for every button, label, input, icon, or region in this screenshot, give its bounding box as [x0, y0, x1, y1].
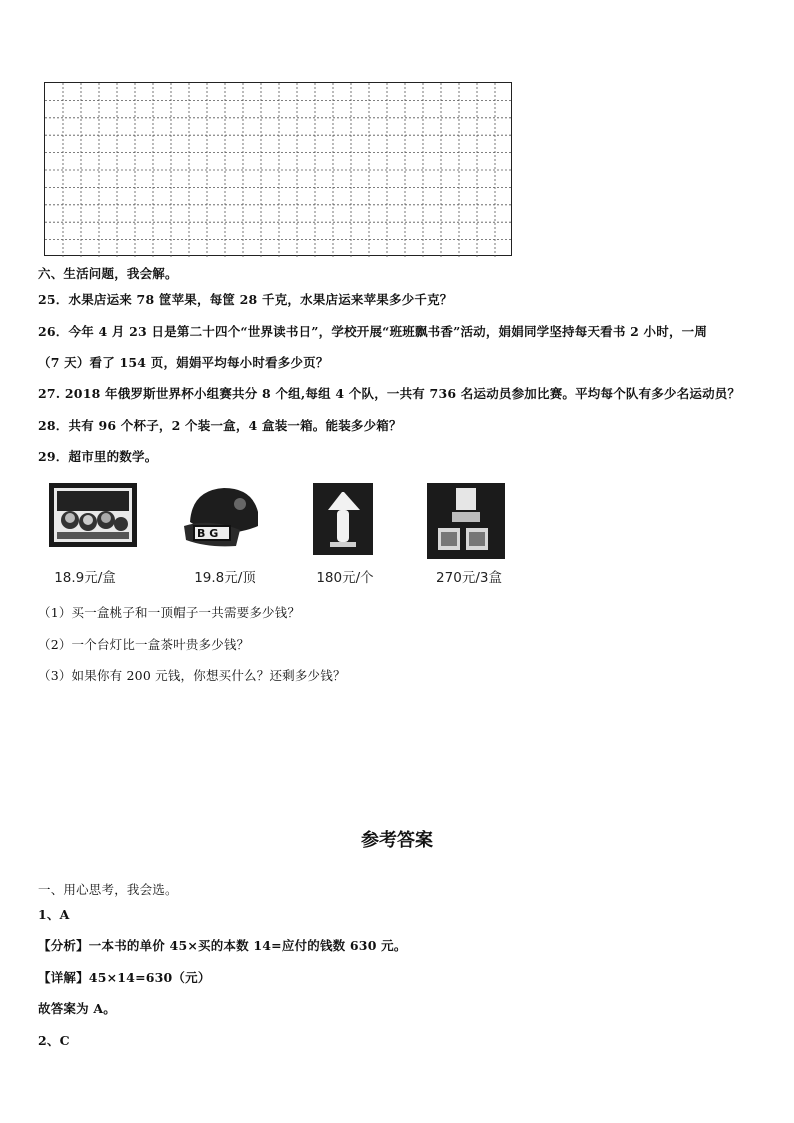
- question-26-line2: （7 天）看了 154 页，娟娟平均每小时看多少页？: [38, 355, 329, 370]
- question-26-line1: 26．今年 4 月 23 日是第二十四个“世界读书日”，学校开展“班班飘书香”活动，娟娟同学坚持每天看书 2 小时，一周: [38, 324, 708, 339]
- cap-icon: [180, 482, 264, 554]
- answer-1: 1、A: [38, 907, 70, 922]
- sub-question-3: （3）如果你有 200 元钱，你想买什么？还剩多少钱？: [38, 668, 346, 683]
- price-peach: 18.9元/盒: [54, 570, 116, 586]
- sub-question-1: （1）买一盒桃子和一顶帽子一共需要多少钱？: [38, 605, 301, 620]
- answer-2: 2、C: [38, 1033, 70, 1048]
- product-row: [40, 482, 520, 592]
- answer-section-heading: 一、用心思考，我会选。: [38, 882, 178, 897]
- section-heading: 六、生活问题，我会解。: [38, 266, 178, 281]
- product-lamp: [312, 482, 422, 592]
- svg-text:B G: B G: [197, 527, 219, 540]
- product-tea: [426, 482, 536, 592]
- answer-analysis: 【分析】一本书的单价 45×买的本数 14=应付的钱数 630 元。: [38, 938, 407, 953]
- price-tea: 270元/3盒: [436, 570, 502, 586]
- sub-question-2: （2）一个台灯比一盒茶叶贵多少钱？: [38, 637, 250, 652]
- question-27: 27. 2018 年俄罗斯世界杯小组赛共分 8 个组,每组 4 个队，一共有 736 名运动员参加比赛。平均每个队有多少名运动员？: [38, 386, 741, 401]
- writing-grid: [44, 82, 512, 256]
- product-cap: [180, 482, 290, 592]
- desk-lamp-icon: [312, 482, 374, 556]
- price-cap: 19.8元/顶: [194, 570, 256, 586]
- tea-boxes-icon: [426, 482, 506, 560]
- question-28: 28．共有 96 个杯子，2 个装一盒，4 盒装一箱。能装多少箱？: [38, 418, 402, 433]
- price-lamp: 180元/个: [316, 570, 374, 586]
- grid-lines: [45, 83, 513, 257]
- answer-detail: 【详解】45×14=630（元）: [38, 970, 211, 985]
- answer-conclusion: 故答案为 A。: [38, 1001, 116, 1016]
- answer-title: 参考答案: [361, 830, 433, 851]
- question-25: 25．水果店运来 78 筐苹果，每筐 28 千克，水果店运来苹果多少千克？: [38, 292, 453, 307]
- question-29: 29．超市里的数学。: [38, 449, 158, 464]
- peach-box-icon: [48, 482, 138, 548]
- product-peach: [48, 482, 158, 592]
